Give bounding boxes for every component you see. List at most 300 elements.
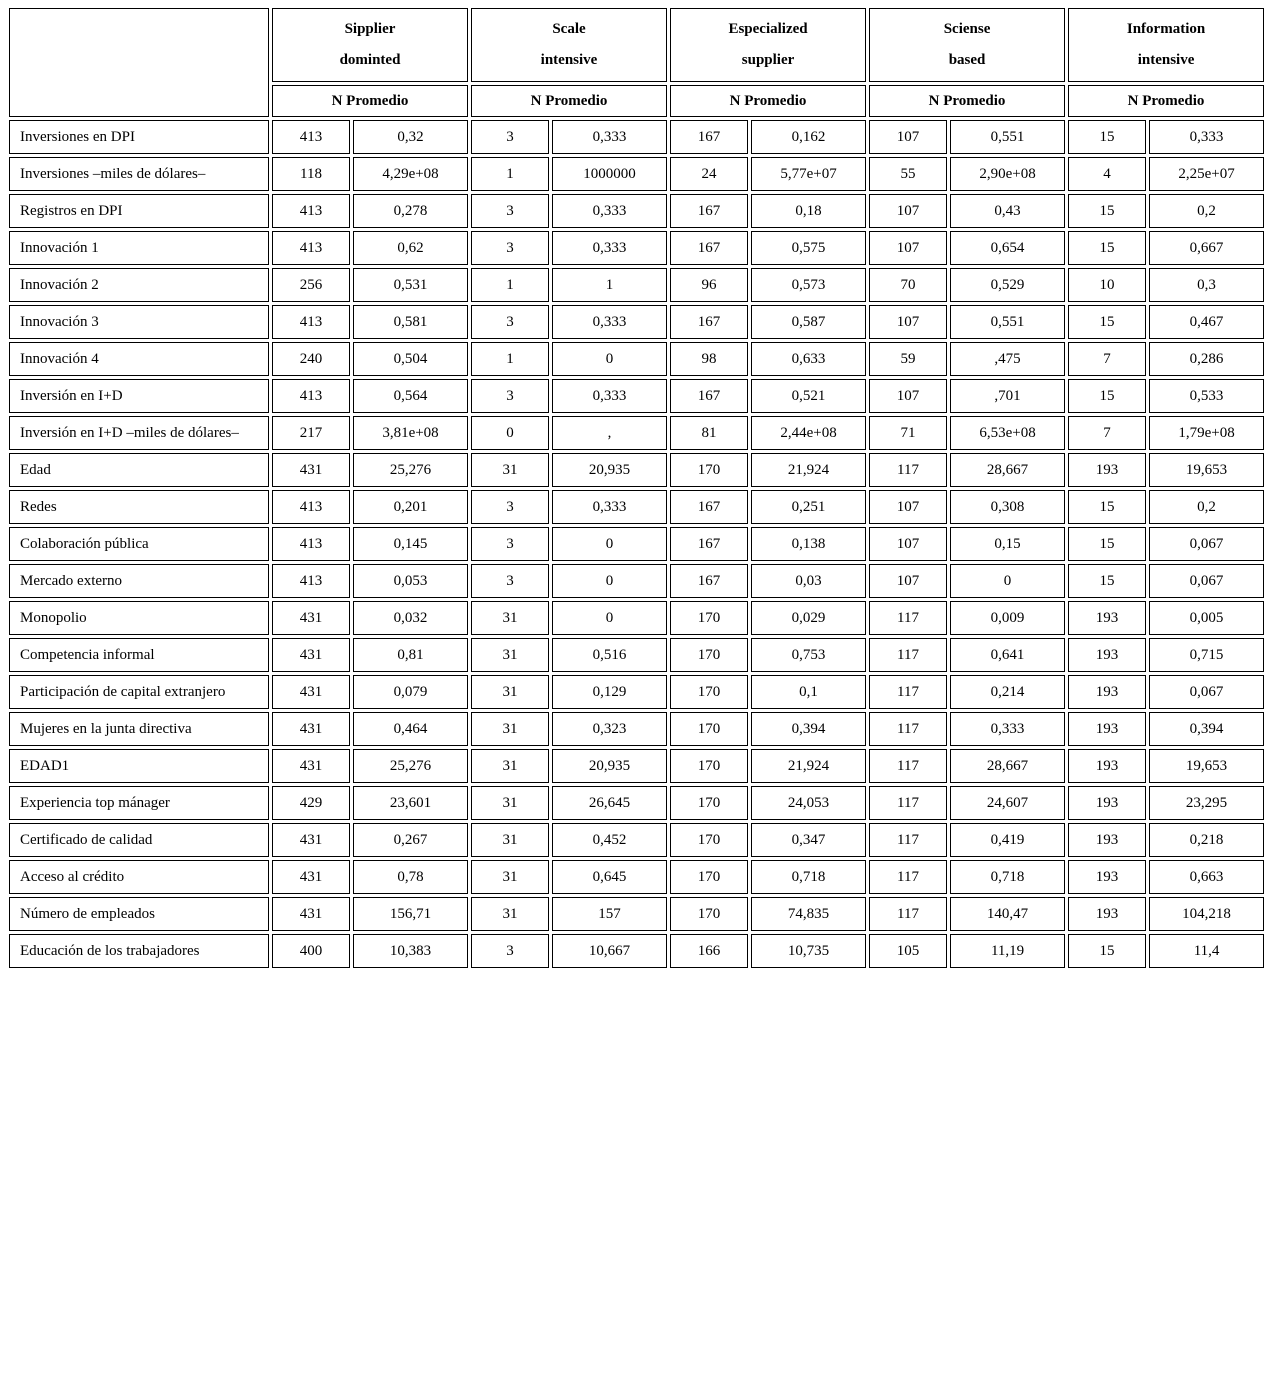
n-value: 31 bbox=[471, 823, 549, 857]
n-value: 107 bbox=[869, 194, 947, 228]
promedio-value: 0,278 bbox=[353, 194, 468, 228]
corner-cell bbox=[9, 8, 269, 117]
promedio-value: 1,79e+08 bbox=[1149, 416, 1264, 450]
n-value: 3 bbox=[471, 490, 549, 524]
promedio-value: 0,323 bbox=[552, 712, 667, 746]
subheader-n-promedio: N Promedio bbox=[869, 85, 1065, 117]
promedio-value: 0,333 bbox=[552, 379, 667, 413]
group-header-line2: dominted bbox=[339, 52, 401, 68]
table-row bbox=[9, 601, 1264, 635]
promedio-value: 0,333 bbox=[552, 231, 667, 265]
row-label: Edad bbox=[9, 453, 269, 487]
promedio-value: 0,587 bbox=[751, 305, 866, 339]
row-label: Inversiones en DPI bbox=[9, 120, 269, 154]
n-value: 7 bbox=[1068, 342, 1146, 376]
n-value: 3 bbox=[471, 120, 549, 154]
n-value: 15 bbox=[1068, 120, 1146, 154]
promedio-value: 0,521 bbox=[751, 379, 866, 413]
n-value: 193 bbox=[1068, 786, 1146, 820]
n-value: 413 bbox=[272, 194, 350, 228]
subheader-n-promedio: N Promedio bbox=[1068, 85, 1264, 117]
group-header-scale-intensive bbox=[471, 8, 667, 82]
promedio-value: 24,053 bbox=[751, 786, 866, 820]
n-value: 431 bbox=[272, 712, 350, 746]
subheader-n-promedio: N Promedio bbox=[471, 85, 667, 117]
row-label: Colaboración pública bbox=[9, 527, 269, 561]
n-value: 193 bbox=[1068, 749, 1146, 783]
promedio-value: 0,645 bbox=[552, 860, 667, 894]
n-value: 117 bbox=[869, 749, 947, 783]
promedio-value: 0,419 bbox=[950, 823, 1065, 857]
group-header-line2: intensive bbox=[540, 52, 598, 68]
promedio-value: 0,286 bbox=[1149, 342, 1264, 376]
table-row bbox=[9, 342, 1264, 376]
n-value: 0 bbox=[471, 416, 549, 450]
n-value: 59 bbox=[869, 342, 947, 376]
n-value: 431 bbox=[272, 453, 350, 487]
n-value: 81 bbox=[670, 416, 748, 450]
row-label: Experiencia top mánager bbox=[9, 786, 269, 820]
subheader-n-promedio: N Promedio bbox=[670, 85, 866, 117]
promedio-value: 0,32 bbox=[353, 120, 468, 154]
n-value: 193 bbox=[1068, 638, 1146, 672]
n-value: 413 bbox=[272, 305, 350, 339]
n-value: 3 bbox=[471, 564, 549, 598]
row-label: Mercado externo bbox=[9, 564, 269, 598]
table-row bbox=[9, 749, 1264, 783]
n-value: 31 bbox=[471, 897, 549, 931]
n-value: 167 bbox=[670, 527, 748, 561]
promedio-value: 0,62 bbox=[353, 231, 468, 265]
n-value: 1 bbox=[471, 268, 549, 302]
promedio-value: 0,032 bbox=[353, 601, 468, 635]
promedio-value: 24,607 bbox=[950, 786, 1065, 820]
n-value: 117 bbox=[869, 860, 947, 894]
n-value: 15 bbox=[1068, 527, 1146, 561]
n-value: 15 bbox=[1068, 194, 1146, 228]
n-value: 167 bbox=[670, 490, 748, 524]
table-row bbox=[9, 305, 1264, 339]
n-value: 431 bbox=[272, 601, 350, 635]
n-value: 31 bbox=[471, 638, 549, 672]
promedio-value: 0,267 bbox=[353, 823, 468, 857]
promedio-value: 0,009 bbox=[950, 601, 1065, 635]
promedio-value: 0 bbox=[552, 342, 667, 376]
promedio-value: 0,81 bbox=[353, 638, 468, 672]
promedio-value: 0,633 bbox=[751, 342, 866, 376]
n-value: 31 bbox=[471, 786, 549, 820]
promedio-value: 1000000 bbox=[552, 157, 667, 191]
n-value: 117 bbox=[869, 601, 947, 635]
promedio-value: 26,645 bbox=[552, 786, 667, 820]
promedio-value: 0,251 bbox=[751, 490, 866, 524]
promedio-value: 0,718 bbox=[950, 860, 1065, 894]
n-value: 170 bbox=[670, 675, 748, 709]
promedio-value: 0,452 bbox=[552, 823, 667, 857]
table-row bbox=[9, 490, 1264, 524]
n-value: 15 bbox=[1068, 231, 1146, 265]
row-label: Inversiones –miles de dólares– bbox=[9, 157, 269, 191]
group-header-line2: supplier bbox=[741, 52, 795, 68]
n-value: 71 bbox=[869, 416, 947, 450]
table-row bbox=[9, 416, 1264, 450]
n-value: 107 bbox=[869, 527, 947, 561]
n-value: 107 bbox=[869, 231, 947, 265]
n-value: 107 bbox=[869, 564, 947, 598]
n-value: 193 bbox=[1068, 897, 1146, 931]
promedio-value: 0,067 bbox=[1149, 675, 1264, 709]
n-value: 107 bbox=[869, 305, 947, 339]
n-value: 240 bbox=[272, 342, 350, 376]
promedio-value: 28,667 bbox=[950, 749, 1065, 783]
group-header-line2: based bbox=[948, 52, 986, 68]
table-row bbox=[9, 564, 1264, 598]
row-label: Innovación 4 bbox=[9, 342, 269, 376]
group-header-line1: Sciense bbox=[943, 21, 991, 37]
n-value: 118 bbox=[272, 157, 350, 191]
promedio-value: 0,551 bbox=[950, 305, 1065, 339]
table-row bbox=[9, 120, 1264, 154]
promedio-value: 2,90e+08 bbox=[950, 157, 1065, 191]
promedio-value: 0,129 bbox=[552, 675, 667, 709]
promedio-value: ,701 bbox=[950, 379, 1065, 413]
promedio-value: 23,601 bbox=[353, 786, 468, 820]
row-label: Monopolio bbox=[9, 601, 269, 635]
promedio-value: 10,735 bbox=[751, 934, 866, 968]
promedio-value: 0,718 bbox=[751, 860, 866, 894]
promedio-value: 0,654 bbox=[950, 231, 1065, 265]
n-value: 170 bbox=[670, 638, 748, 672]
row-label: Innovación 1 bbox=[9, 231, 269, 265]
n-value: 117 bbox=[869, 638, 947, 672]
n-value: 170 bbox=[670, 823, 748, 857]
promedio-value: 0,029 bbox=[751, 601, 866, 635]
n-value: 3 bbox=[471, 194, 549, 228]
promedio-value: 10,667 bbox=[552, 934, 667, 968]
table-row bbox=[9, 897, 1264, 931]
promedio-value: 0 bbox=[950, 564, 1065, 598]
n-value: 105 bbox=[869, 934, 947, 968]
n-value: 167 bbox=[670, 564, 748, 598]
promedio-value: 0,333 bbox=[552, 305, 667, 339]
promedio-value: 5,77e+07 bbox=[751, 157, 866, 191]
n-value: 166 bbox=[670, 934, 748, 968]
table-row bbox=[9, 268, 1264, 302]
n-value: 413 bbox=[272, 120, 350, 154]
promedio-value: 0,079 bbox=[353, 675, 468, 709]
promedio-value: 20,935 bbox=[552, 453, 667, 487]
n-value: 170 bbox=[670, 601, 748, 635]
promedio-value: 19,653 bbox=[1149, 453, 1264, 487]
row-label: Participación de capital extranjero bbox=[9, 675, 269, 709]
n-value: 107 bbox=[869, 120, 947, 154]
group-header-science-based bbox=[869, 8, 1065, 82]
n-value: 3 bbox=[471, 379, 549, 413]
row-label: Mujeres en la junta directiva bbox=[9, 712, 269, 746]
n-value: 98 bbox=[670, 342, 748, 376]
n-value: 3 bbox=[471, 934, 549, 968]
table-row bbox=[9, 379, 1264, 413]
n-value: 413 bbox=[272, 490, 350, 524]
promedio-value: 140,47 bbox=[950, 897, 1065, 931]
promedio-value: 0,201 bbox=[353, 490, 468, 524]
group-header-line1: Scale bbox=[552, 21, 586, 37]
promedio-value: 157 bbox=[552, 897, 667, 931]
promedio-value: 23,295 bbox=[1149, 786, 1264, 820]
table-row bbox=[9, 786, 1264, 820]
promedio-value: 0,715 bbox=[1149, 638, 1264, 672]
table-row bbox=[9, 194, 1264, 228]
n-value: 193 bbox=[1068, 675, 1146, 709]
promedio-value: 0,564 bbox=[353, 379, 468, 413]
table-body bbox=[9, 120, 1264, 968]
n-value: 193 bbox=[1068, 860, 1146, 894]
promedio-value: 0,347 bbox=[751, 823, 866, 857]
n-value: 193 bbox=[1068, 453, 1146, 487]
promedio-value: 0,18 bbox=[751, 194, 866, 228]
row-label: Inversión en I+D –miles de dólares– bbox=[9, 416, 269, 450]
n-value: 193 bbox=[1068, 712, 1146, 746]
n-value: 431 bbox=[272, 749, 350, 783]
n-value: 24 bbox=[670, 157, 748, 191]
group-header-specialized-supplier bbox=[670, 8, 866, 82]
n-value: 3 bbox=[471, 231, 549, 265]
n-value: 413 bbox=[272, 379, 350, 413]
promedio-value: ,475 bbox=[950, 342, 1065, 376]
n-value: 117 bbox=[869, 786, 947, 820]
n-value: 193 bbox=[1068, 823, 1146, 857]
n-value: 117 bbox=[869, 823, 947, 857]
n-value: 31 bbox=[471, 453, 549, 487]
promedio-value: 0,145 bbox=[353, 527, 468, 561]
promedio-value: 0,333 bbox=[552, 490, 667, 524]
promedio-value: 0 bbox=[552, 564, 667, 598]
promedio-value: 20,935 bbox=[552, 749, 667, 783]
row-label: EDAD1 bbox=[9, 749, 269, 783]
promedio-value: 0,667 bbox=[1149, 231, 1264, 265]
n-value: 400 bbox=[272, 934, 350, 968]
n-value: 96 bbox=[670, 268, 748, 302]
promedio-value: 0 bbox=[552, 601, 667, 635]
promedio-value: 0,308 bbox=[950, 490, 1065, 524]
n-value: 31 bbox=[471, 860, 549, 894]
promedio-value: 3,81e+08 bbox=[353, 416, 468, 450]
n-value: 170 bbox=[670, 786, 748, 820]
group-header-supplier-dominated bbox=[272, 8, 468, 82]
n-value: 31 bbox=[471, 749, 549, 783]
n-value: 1 bbox=[471, 157, 549, 191]
promedio-value: 0,394 bbox=[751, 712, 866, 746]
row-label: Número de empleados bbox=[9, 897, 269, 931]
n-value: 10 bbox=[1068, 268, 1146, 302]
n-value: 170 bbox=[670, 749, 748, 783]
row-label: Registros en DPI bbox=[9, 194, 269, 228]
promedio-value: 74,835 bbox=[751, 897, 866, 931]
promedio-value: 0,333 bbox=[950, 712, 1065, 746]
n-value: 117 bbox=[869, 675, 947, 709]
row-label: Competencia informal bbox=[9, 638, 269, 672]
promedio-value: 0,663 bbox=[1149, 860, 1264, 894]
promedio-value: 0,333 bbox=[552, 120, 667, 154]
promedio-value: 2,44e+08 bbox=[751, 416, 866, 450]
promedio-value: 0,218 bbox=[1149, 823, 1264, 857]
n-value: 15 bbox=[1068, 564, 1146, 598]
n-value: 31 bbox=[471, 675, 549, 709]
n-value: 256 bbox=[272, 268, 350, 302]
promedio-value: 10,383 bbox=[353, 934, 468, 968]
promedio-value: 11,4 bbox=[1149, 934, 1264, 968]
promedio-value: 0,2 bbox=[1149, 490, 1264, 524]
promedio-value: 104,218 bbox=[1149, 897, 1264, 931]
n-value: 3 bbox=[471, 527, 549, 561]
promedio-value: 0 bbox=[552, 527, 667, 561]
n-value: 4 bbox=[1068, 157, 1146, 191]
promedio-value: 0,467 bbox=[1149, 305, 1264, 339]
table-row bbox=[9, 823, 1264, 857]
n-value: 15 bbox=[1068, 490, 1146, 524]
table-row bbox=[9, 527, 1264, 561]
table-row bbox=[9, 675, 1264, 709]
table-row bbox=[9, 860, 1264, 894]
group-header-information-intensive bbox=[1068, 8, 1264, 82]
promedio-value: 0,504 bbox=[353, 342, 468, 376]
n-value: 1 bbox=[471, 342, 549, 376]
row-label: Educación de los trabajadores bbox=[9, 934, 269, 968]
promedio-value: 0,575 bbox=[751, 231, 866, 265]
group-header-line1: Especialized bbox=[728, 21, 808, 37]
promedio-value: 21,924 bbox=[751, 749, 866, 783]
promedio-value: 0,573 bbox=[751, 268, 866, 302]
n-value: 117 bbox=[869, 453, 947, 487]
table-row bbox=[9, 638, 1264, 672]
row-label: Acceso al crédito bbox=[9, 860, 269, 894]
promedio-value: 0,641 bbox=[950, 638, 1065, 672]
promedio-value: 28,667 bbox=[950, 453, 1065, 487]
n-value: 167 bbox=[670, 379, 748, 413]
row-label: Innovación 2 bbox=[9, 268, 269, 302]
promedio-value: 0,516 bbox=[552, 638, 667, 672]
n-value: 107 bbox=[869, 490, 947, 524]
promedio-value: 2,25e+07 bbox=[1149, 157, 1264, 191]
promedio-value: 19,653 bbox=[1149, 749, 1264, 783]
n-value: 15 bbox=[1068, 305, 1146, 339]
promedio-value: 0,394 bbox=[1149, 712, 1264, 746]
n-value: 413 bbox=[272, 527, 350, 561]
promedio-value: 0,581 bbox=[353, 305, 468, 339]
table-row bbox=[9, 712, 1264, 746]
n-value: 107 bbox=[869, 379, 947, 413]
promedio-value: 6,53e+08 bbox=[950, 416, 1065, 450]
row-label: Innovación 3 bbox=[9, 305, 269, 339]
promedio-value: 0,529 bbox=[950, 268, 1065, 302]
row-label: Inversión en I+D bbox=[9, 379, 269, 413]
descriptive-statistics-table bbox=[6, 5, 1264, 971]
promedio-value: 0,3 bbox=[1149, 268, 1264, 302]
n-value: 413 bbox=[272, 564, 350, 598]
n-value: 55 bbox=[869, 157, 947, 191]
table-row bbox=[9, 157, 1264, 191]
promedio-value: 0,531 bbox=[353, 268, 468, 302]
promedio-value: 21,924 bbox=[751, 453, 866, 487]
n-value: 167 bbox=[670, 305, 748, 339]
n-value: 117 bbox=[869, 712, 947, 746]
table-row bbox=[9, 934, 1264, 968]
promedio-value: 0,138 bbox=[751, 527, 866, 561]
n-value: 170 bbox=[670, 860, 748, 894]
n-value: 117 bbox=[869, 897, 947, 931]
n-value: 413 bbox=[272, 231, 350, 265]
promedio-value: 4,29e+08 bbox=[353, 157, 468, 191]
n-value: 31 bbox=[471, 712, 549, 746]
promedio-value: 156,71 bbox=[353, 897, 468, 931]
promedio-value: 0,214 bbox=[950, 675, 1065, 709]
n-value: 167 bbox=[670, 231, 748, 265]
promedio-value: 0,2 bbox=[1149, 194, 1264, 228]
n-value: 170 bbox=[670, 453, 748, 487]
n-value: 7 bbox=[1068, 416, 1146, 450]
promedio-value: 0,333 bbox=[1149, 120, 1264, 154]
n-value: 431 bbox=[272, 638, 350, 672]
promedio-value: 0,053 bbox=[353, 564, 468, 598]
n-value: 431 bbox=[272, 897, 350, 931]
n-value: 431 bbox=[272, 823, 350, 857]
n-value: 70 bbox=[869, 268, 947, 302]
promedio-value: 11,19 bbox=[950, 934, 1065, 968]
promedio-value: 0,067 bbox=[1149, 527, 1264, 561]
n-value: 170 bbox=[670, 897, 748, 931]
n-value: 217 bbox=[272, 416, 350, 450]
promedio-value: 0,15 bbox=[950, 527, 1065, 561]
n-value: 429 bbox=[272, 786, 350, 820]
n-value: 431 bbox=[272, 675, 350, 709]
table-row bbox=[9, 453, 1264, 487]
n-value: 193 bbox=[1068, 601, 1146, 635]
promedio-value: 0,78 bbox=[353, 860, 468, 894]
n-value: 3 bbox=[471, 305, 549, 339]
row-label: Redes bbox=[9, 490, 269, 524]
promedio-value: , bbox=[552, 416, 667, 450]
promedio-value: 0,533 bbox=[1149, 379, 1264, 413]
promedio-value: 0,067 bbox=[1149, 564, 1264, 598]
promedio-value: 0,1 bbox=[751, 675, 866, 709]
promedio-value: 0,753 bbox=[751, 638, 866, 672]
n-value: 170 bbox=[670, 712, 748, 746]
promedio-value: 0,464 bbox=[353, 712, 468, 746]
group-header-row bbox=[9, 8, 1264, 82]
promedio-value: 0,333 bbox=[552, 194, 667, 228]
group-header-line2: intensive bbox=[1137, 52, 1195, 68]
n-value: 31 bbox=[471, 601, 549, 635]
promedio-value: 0,43 bbox=[950, 194, 1065, 228]
n-value: 15 bbox=[1068, 934, 1146, 968]
promedio-value: 0,005 bbox=[1149, 601, 1264, 635]
n-value: 167 bbox=[670, 194, 748, 228]
n-value: 431 bbox=[272, 860, 350, 894]
promedio-value: 1 bbox=[552, 268, 667, 302]
row-label: Certificado de calidad bbox=[9, 823, 269, 857]
group-header-line1: Sipplier bbox=[344, 21, 396, 37]
group-header-line1: Information bbox=[1126, 21, 1206, 37]
n-value: 15 bbox=[1068, 379, 1146, 413]
n-value: 167 bbox=[670, 120, 748, 154]
promedio-value: 0,162 bbox=[751, 120, 866, 154]
promedio-value: 0,551 bbox=[950, 120, 1065, 154]
promedio-value: 25,276 bbox=[353, 453, 468, 487]
table-row bbox=[9, 231, 1264, 265]
promedio-value: 0,03 bbox=[751, 564, 866, 598]
promedio-value: 25,276 bbox=[353, 749, 468, 783]
subheader-n-promedio: N Promedio bbox=[272, 85, 468, 117]
